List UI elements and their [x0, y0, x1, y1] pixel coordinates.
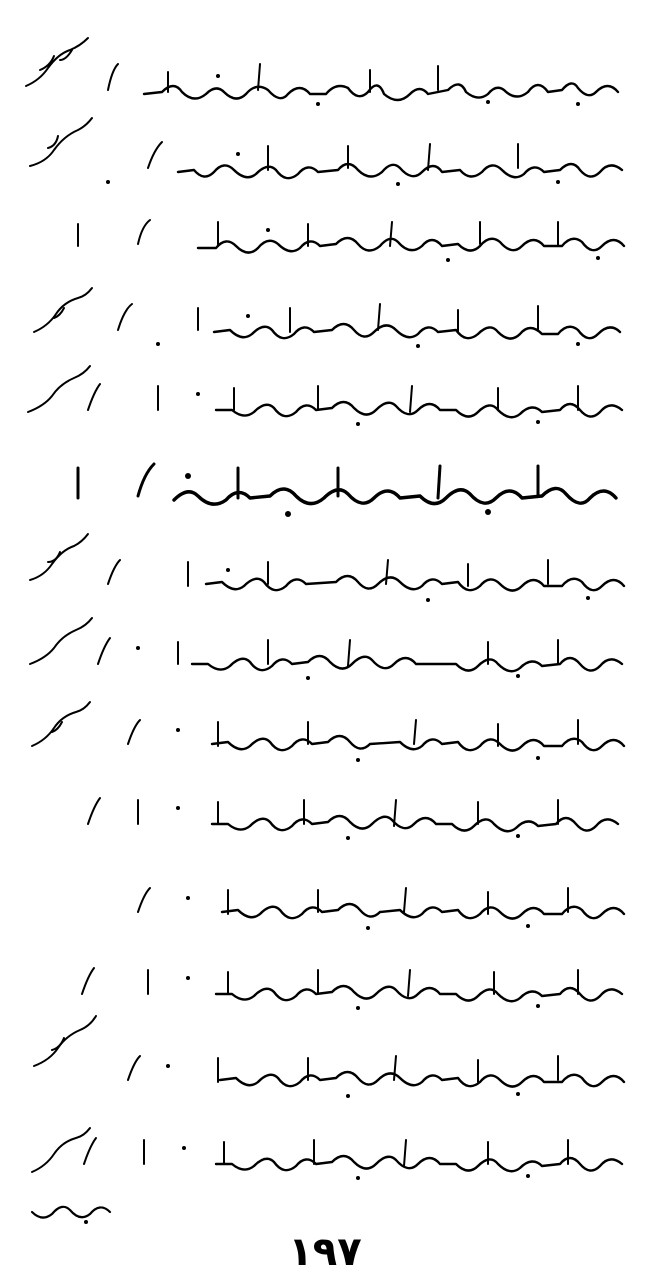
handwritten-line-12 — [18, 954, 632, 1028]
handwritten-line-9 — [18, 704, 632, 778]
handwritten-line-7 — [18, 544, 632, 618]
handwritten-line-11 — [18, 872, 632, 946]
handwritten-line-5 — [18, 370, 632, 444]
handwritten-line-15 — [26, 1186, 116, 1230]
margin-note-9 — [22, 1120, 96, 1184]
handwritten-line-6 — [18, 450, 632, 534]
margin-note-8 — [26, 1010, 100, 1074]
handwritten-line-10 — [18, 784, 632, 858]
margin-note-6 — [22, 610, 96, 674]
handwritten-line-13 — [18, 1040, 632, 1114]
margin-note-3 — [24, 280, 98, 344]
margin-note-7 — [22, 694, 96, 758]
margin-note-2 — [22, 112, 96, 176]
margin-note-5 — [20, 526, 94, 590]
handwritten-line-8 — [18, 624, 632, 698]
handwritten-line-4 — [18, 290, 632, 364]
handwritten-line-2 — [18, 128, 632, 202]
margin-note-4 — [20, 358, 94, 422]
handwritten-line-3 — [18, 206, 632, 280]
page-number: ١٩٧ — [288, 1229, 362, 1275]
handwritten-line-1 — [18, 52, 632, 126]
margin-note-1 — [20, 30, 94, 94]
